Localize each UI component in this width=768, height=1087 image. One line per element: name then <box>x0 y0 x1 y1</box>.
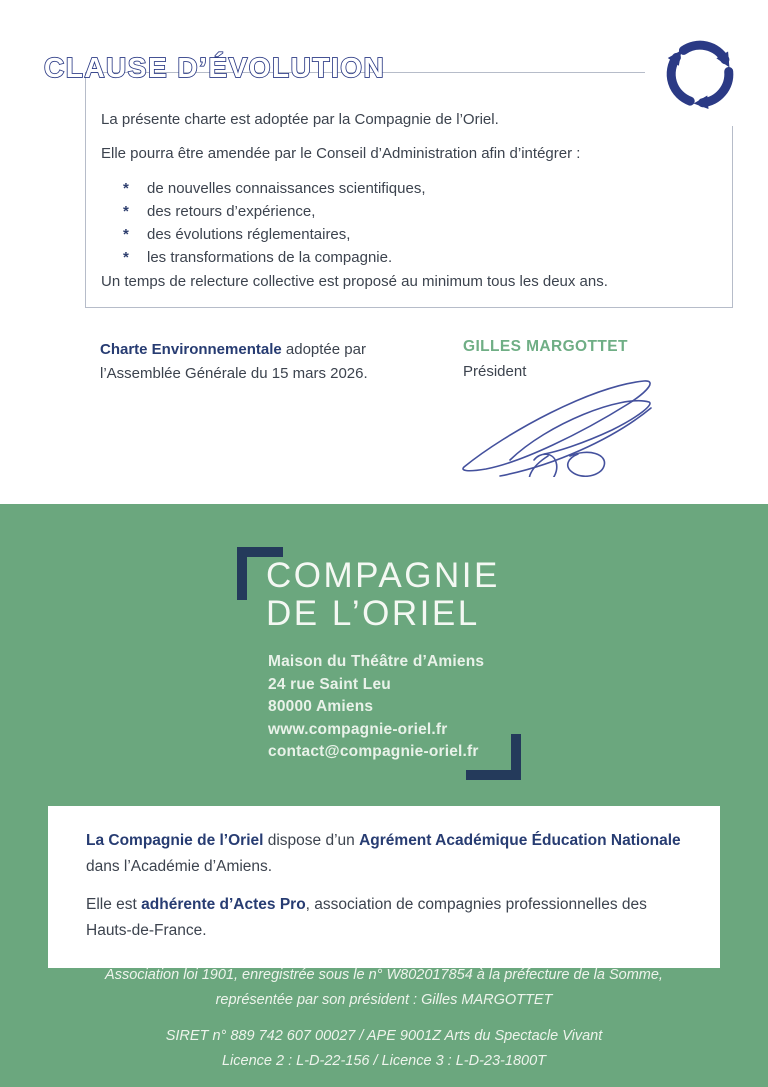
brand-wordmark <box>266 557 500 633</box>
bullet-text: les transformations de la compagnie. <box>147 249 393 266</box>
logo-close-bracket-icon <box>466 734 521 780</box>
legal-footer <box>0 963 768 1074</box>
adoption-text: adoptée par l’Assemblée Générale du 15 mars 2026. <box>100 341 368 382</box>
asterisk-bullet-icon: * <box>123 249 129 266</box>
address-line-street: 24 rue Saint Leu <box>268 675 391 693</box>
accreditation-paragraph: La Compagnie de l’Oriel dispose d’un Agrément Académique Éducation Nationale dans l’Académie d’Amiens. <box>86 832 681 875</box>
website-link: www.compagnie-oriel.fr <box>268 720 448 738</box>
signature-image <box>452 372 677 477</box>
page-title: CLAUSE D’ÉVOLUTION <box>44 52 386 83</box>
legal-association-line2: représentée par son président : Gilles MARGOTTET <box>215 992 553 1008</box>
charter-name: Charte Environnementale <box>100 341 282 358</box>
asterisk-bullet-icon: * <box>123 203 129 220</box>
clause-paragraph-2: Elle pourra être amendée par le Conseil d’Administration afin d’intégrer : <box>101 145 581 162</box>
bullet-text: des retours d’expérience, <box>147 203 316 220</box>
accreditation-card <box>48 806 720 968</box>
brand-wordmark-line2: DE L’ORIEL <box>266 594 480 633</box>
address-block <box>268 651 484 764</box>
bullet-text: de nouvelles connaissances scientifiques, <box>147 180 426 197</box>
address-line-city: 80000 Amiens <box>268 698 374 715</box>
address-line-venue: Maison du Théâtre d’Amiens <box>268 653 485 670</box>
legal-licence-line: Licence 2 : L-D-22-156 / Licence 3 : L-D-23-1800T <box>221 1053 546 1069</box>
signatory-name: GILLES MARGOTTET <box>463 338 628 355</box>
company-name-bold: La Compagnie de l’Oriel <box>86 832 264 849</box>
recycle-icon <box>645 22 755 126</box>
legal-siret-line: SIRET n° 889 742 607 00027 / APE 9001Z Arts du Spectacle Vivant <box>165 1028 603 1044</box>
signatory-role: Président <box>463 363 527 380</box>
bullet-item <box>101 246 720 269</box>
actes-pro-bold: adhérente d’Actes Pro <box>141 896 306 913</box>
legal-association-line1: Association loi 1901, enregistrée sous le n° W802017854 à la préfecture de la Somme, <box>105 967 663 983</box>
membership-paragraph: Elle est adhérente d’Actes Pro, association de compagnies professionnelles des Hauts-de-France. <box>86 896 647 939</box>
adoption-note <box>100 338 410 386</box>
bullet-item <box>101 223 720 246</box>
clause-content <box>101 109 720 305</box>
green-footer-section <box>0 504 768 1087</box>
clause-closing-line: Un temps de relecture collective est proposé au minimum tous les deux ans. <box>101 273 608 290</box>
bullet-text: des évolutions réglementaires, <box>147 226 351 243</box>
clause-box <box>85 72 733 308</box>
asterisk-bullet-icon: * <box>123 226 129 243</box>
bullet-item <box>101 200 720 223</box>
agrement-bold: Agrément Académique Éducation Nationale <box>359 832 681 849</box>
email-link: contact@compagnie-oriel.fr <box>268 743 479 760</box>
bullet-item <box>101 177 720 200</box>
clause-paragraph-1: La présente charte est adoptée par la Compagnie de l’Oriel. <box>101 111 499 128</box>
clause-bullet-list <box>101 177 720 269</box>
asterisk-bullet-icon: * <box>123 180 129 197</box>
brand-wordmark-line1: COMPAGNIE <box>266 556 500 595</box>
